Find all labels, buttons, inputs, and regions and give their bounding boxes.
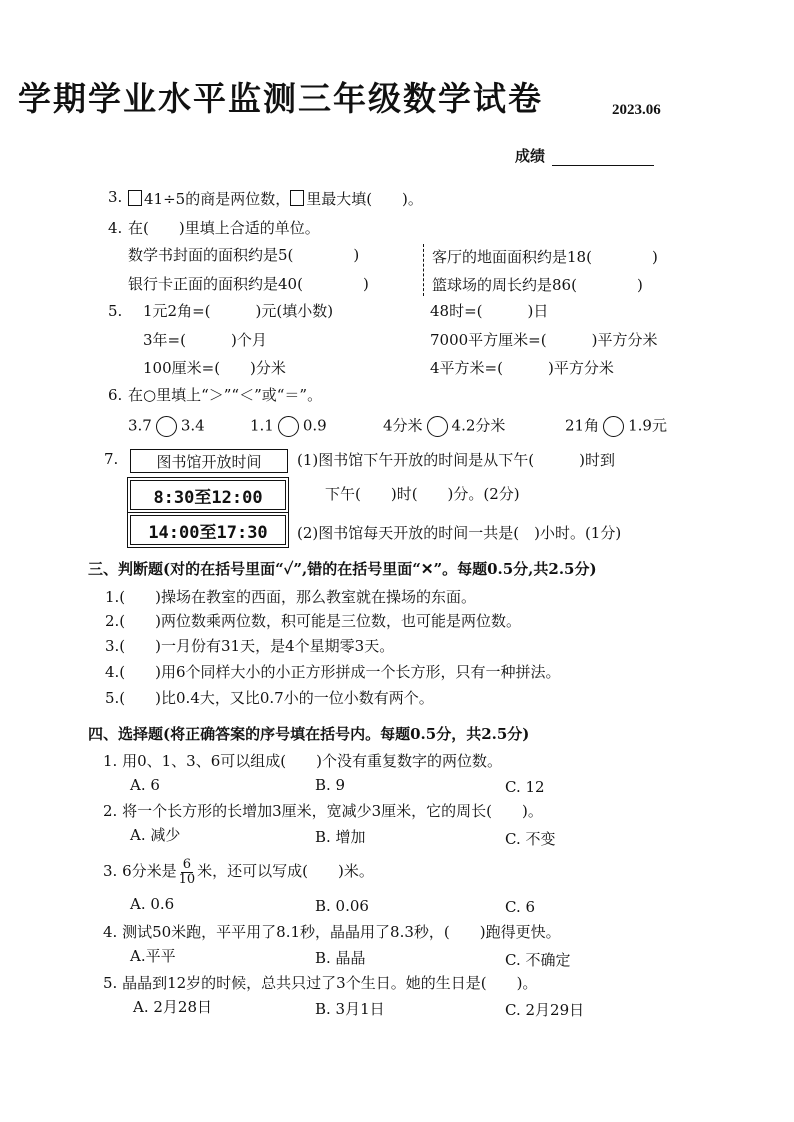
tf-item-1: 1.( )操场在教室的西面，那么教室就在操场的东面。 — [105, 588, 477, 606]
q6-pair-1 — [128, 416, 205, 437]
q5-d: 48时=( )日 — [430, 302, 549, 320]
q6-pair-1-left: 3.7 — [128, 416, 152, 435]
mc4-option-c: C. 不确定 — [505, 951, 571, 969]
q6-pair-2-right: 0.9 — [302, 416, 327, 435]
section3-heading: 三、判断题(对的在括号里面“✓”,错的在括号里面“✕”。每题0.5分,共2.5分) — [88, 560, 597, 578]
mc3-stem-b: 米，还可以写成( )米。 — [197, 862, 374, 881]
q6-stem: 在○里填上“＞”“＜”或“＝”。 — [128, 386, 323, 404]
q4-c: 客厅的地面面积约是18( ) — [432, 248, 658, 266]
tf-item-5: 5.( )比0.4大，又比0.7小的一位小数有两个。 — [105, 689, 434, 707]
morning-hours-box — [130, 480, 286, 510]
q6-pair-4 — [565, 416, 667, 437]
afternoon-hours-box — [130, 515, 286, 545]
page-title: 学期学业水平监测三年级数学试卷 — [18, 79, 543, 118]
q6-number: 6. — [108, 386, 123, 404]
q6-pair-4-right: 1.9元 — [628, 416, 667, 435]
mc3-option-c: C. 6 — [505, 898, 536, 916]
mc2-stem: 2. 将一个长方形的长增加3厘米，宽减少3厘米，它的周长( )。 — [103, 802, 543, 820]
mc4-option-b: B. 晶晶 — [315, 949, 366, 967]
q5-e: 7000平方厘米=( )平方分米 — [430, 331, 658, 349]
mc1-option-c: C. 12 — [505, 778, 545, 796]
mc1-option-b: B. 9 — [315, 776, 346, 794]
mc5-option-c: C. 2月29日 — [505, 1001, 585, 1019]
q6-pair-4-left: 21角 — [565, 416, 600, 435]
q4-b: 银行卡正面的面积约是40( ) — [128, 275, 369, 293]
mc3-stem — [103, 858, 374, 886]
q6-pair-2-left: 1.1 — [250, 416, 274, 435]
mc2-option-b: B. 增加 — [315, 828, 366, 846]
mc3-option-a: A. 0.6 — [130, 895, 175, 913]
mc3-stem-a: 3. 6分米是 — [103, 862, 177, 881]
column-divider — [423, 244, 424, 296]
q5-c: 100厘米=( )分米 — [143, 359, 286, 377]
q5-f: 4平方米=( )平方分米 — [430, 359, 614, 377]
q6-pair-3 — [383, 416, 505, 437]
circle-blank-icon — [156, 416, 177, 437]
q3-line — [128, 190, 423, 207]
q3-text-b: 里最大填( )。 — [306, 190, 423, 208]
mc5-stem: 5. 晶晶到12岁的时候，总共只过了3个生日。她的生日是( )。 — [103, 974, 538, 992]
tf-item-2: 2.( )两位数乘两位数，积可能是三位数，也可能是两位数。 — [105, 612, 522, 630]
q4-number: 4. — [108, 219, 123, 237]
q6-pair-3-left: 4分米 — [383, 416, 423, 435]
q6-pair-3-right: 4.2分米 — [451, 416, 506, 435]
score-label: 成绩 — [515, 147, 546, 165]
q7-part1-a: (1)图书馆下午开放的时间是从下午( )时到 — [297, 451, 615, 469]
morning-hours: 8:30至12:00 — [153, 487, 263, 508]
q4-a: 数学书封面的面积约是5( ) — [128, 246, 360, 264]
q7-part1-b: 下午( )时( )分。(2分) — [325, 485, 520, 503]
mc5-option-a: A. 2月28日 — [133, 998, 212, 1016]
q3-text-a: 41÷5的商是两位数， — [144, 190, 291, 208]
square-blank-icon — [128, 190, 142, 206]
square-blank-icon — [290, 190, 304, 206]
library-sign-title — [130, 449, 288, 473]
q5-number: 5. — [108, 302, 123, 320]
fraction-denominator: 10 — [178, 871, 196, 887]
mc3-option-b: B. 0.06 — [315, 897, 369, 915]
mc2-option-c: C. 不变 — [505, 830, 556, 848]
fraction — [179, 858, 196, 886]
circle-blank-icon — [427, 416, 448, 437]
mc4-stem: 4. 测试50米跑，平平用了8.1秒，晶晶用了8.3秒，( )跑得更快。 — [103, 923, 561, 941]
score-blank — [552, 165, 654, 166]
mc4-option-a: A.平平 — [130, 947, 176, 965]
q5-a: 1元2角=( )元(填小数) — [143, 302, 334, 320]
tf-item-4: 4.( )用6个同样大小的小正方形拼成一个长方形，只有一种拼法。 — [105, 663, 561, 681]
section4-heading: 四、选择题(将正确答案的序号填在括号内。每题0.5分，共2.5分) — [88, 725, 530, 743]
mc1-stem: 1. 用0、1、3、6可以组成( )个没有重复数字的两位数。 — [103, 752, 502, 770]
circle-blank-icon — [278, 416, 299, 437]
afternoon-hours: 14:00至17:30 — [148, 522, 268, 543]
fraction-numerator: 6 — [182, 857, 192, 872]
q3-number: 3. — [108, 188, 123, 206]
q6-pair-2 — [250, 416, 327, 437]
q5-b: 3年=( )个月 — [143, 331, 267, 349]
circle-blank-icon — [603, 416, 624, 437]
tf-item-3: 3.( )一月份有31天，是4个星期零3天。 — [105, 637, 395, 655]
mc1-option-a: A. 6 — [130, 776, 160, 794]
library-sign-title-text: 图书馆开放时间 — [156, 452, 262, 471]
q6-pair-1-right: 3.4 — [180, 416, 205, 435]
q4-stem: 在( )里填上合适的单位。 — [128, 219, 320, 237]
mc2-option-a: A. 减少 — [130, 826, 181, 844]
mc5-option-b: B. 3月1日 — [315, 1000, 385, 1018]
exam-date: 2023.06 — [612, 102, 661, 118]
q7-number: 7. — [104, 450, 119, 468]
q7-part2: (2)图书馆每天开放的时间一共是( )小时。(1分) — [297, 524, 622, 542]
q4-d: 篮球场的周长约是86( ) — [432, 276, 643, 294]
